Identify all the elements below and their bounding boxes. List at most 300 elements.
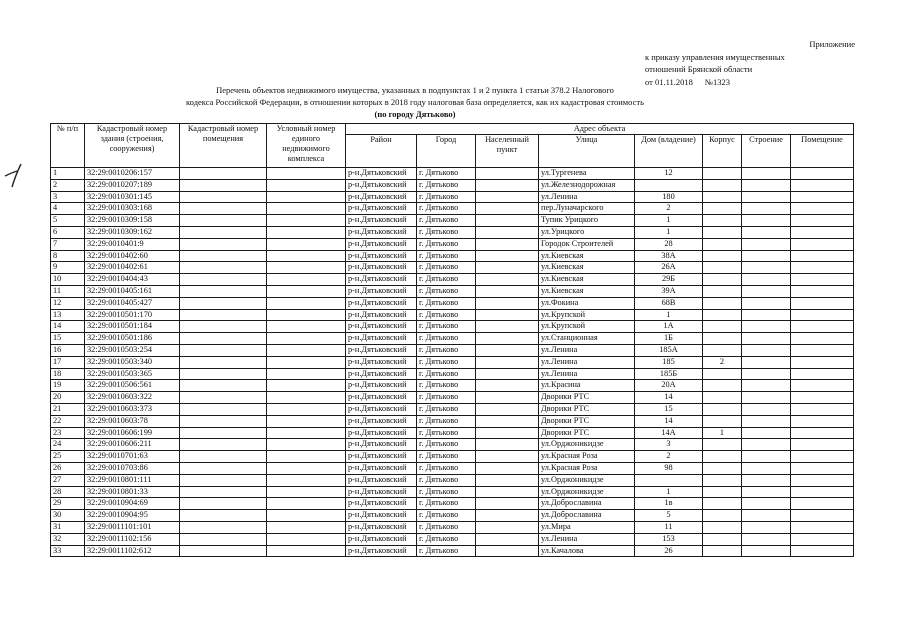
cell-room	[791, 498, 854, 510]
cell-korpus	[703, 238, 742, 250]
cell-building-cadastral: 32:29:0010501:170	[85, 309, 180, 321]
cell-district: р-н.Дятьковский	[346, 533, 417, 545]
cell-num: 19	[51, 380, 85, 392]
cell-street: ул.Орджоникидзе	[539, 474, 635, 486]
cell-locality	[476, 498, 539, 510]
cell-city: г. Дятьково	[417, 333, 476, 345]
cell-district: р-н.Дятьковский	[346, 451, 417, 463]
cell-conditional-number	[267, 356, 346, 368]
cell-num: 26	[51, 462, 85, 474]
cell-room	[791, 168, 854, 180]
cell-house: 11	[635, 521, 703, 533]
cell-district: р-н.Дятьковский	[346, 321, 417, 333]
cell-building-cadastral: 32:29:0010206:157	[85, 168, 180, 180]
cell-building-cadastral: 32:29:0010402:60	[85, 250, 180, 262]
cell-korpus	[703, 368, 742, 380]
cell-room	[791, 510, 854, 522]
table-row	[51, 474, 854, 486]
cell-korpus	[703, 451, 742, 463]
table-row	[51, 203, 854, 215]
cell-korpus	[703, 462, 742, 474]
cell-district: р-н.Дятьковский	[346, 486, 417, 498]
table-row	[51, 250, 854, 262]
cell-num: 31	[51, 521, 85, 533]
cell-room	[791, 356, 854, 368]
cell-building	[742, 368, 791, 380]
cell-building	[742, 415, 791, 427]
cell-premises-cadastral	[180, 344, 267, 356]
cell-city: г. Дятьково	[417, 250, 476, 262]
cell-premises-cadastral	[180, 510, 267, 522]
table-row	[51, 333, 854, 345]
cell-premises-cadastral	[180, 297, 267, 309]
cell-korpus	[703, 285, 742, 297]
cell-korpus: 1	[703, 427, 742, 439]
cell-num: 29	[51, 498, 85, 510]
table-row	[51, 274, 854, 286]
cell-locality	[476, 403, 539, 415]
cell-district: р-н.Дятьковский	[346, 179, 417, 191]
cell-city: г. Дятьково	[417, 203, 476, 215]
cell-room	[791, 344, 854, 356]
cell-premises-cadastral	[180, 486, 267, 498]
cell-building	[742, 474, 791, 486]
cell-korpus	[703, 309, 742, 321]
cell-district: р-н.Дятьковский	[346, 309, 417, 321]
cell-num: 17	[51, 356, 85, 368]
cell-premises-cadastral	[180, 403, 267, 415]
cell-premises-cadastral	[180, 474, 267, 486]
cell-conditional-number	[267, 191, 346, 203]
cell-street: Тупик Урицкого	[539, 215, 635, 227]
cell-building	[742, 215, 791, 227]
cell-district: р-н.Дятьковский	[346, 380, 417, 392]
cell-premises-cadastral	[180, 521, 267, 533]
cell-locality	[476, 321, 539, 333]
cell-conditional-number	[267, 427, 346, 439]
cell-premises-cadastral	[180, 274, 267, 286]
cell-locality	[476, 356, 539, 368]
appendix-label: Приложение	[809, 39, 855, 49]
cell-locality	[476, 285, 539, 297]
cell-building	[742, 392, 791, 404]
cell-city: г. Дятьково	[417, 297, 476, 309]
header-building: Строение	[742, 135, 791, 168]
cell-room	[791, 250, 854, 262]
cell-street: ул.Красина	[539, 380, 635, 392]
cell-conditional-number	[267, 344, 346, 356]
document-title	[95, 84, 735, 120]
table-row	[51, 285, 854, 297]
cell-room	[791, 403, 854, 415]
header-street: Улица	[539, 135, 635, 168]
cell-house: 1	[635, 309, 703, 321]
cell-street: ул.Орджоникидзе	[539, 439, 635, 451]
header-room: Помещение	[791, 135, 854, 168]
cell-premises-cadastral	[180, 356, 267, 368]
cell-district: р-н.Дятьковский	[346, 439, 417, 451]
cell-house: 2	[635, 451, 703, 463]
cell-building	[742, 262, 791, 274]
cell-korpus	[703, 262, 742, 274]
cell-premises-cadastral	[180, 179, 267, 191]
order-authority: отношений Брянской области	[645, 64, 753, 74]
cell-house: 14	[635, 392, 703, 404]
cell-street: Дворики РТС	[539, 415, 635, 427]
table-row	[51, 344, 854, 356]
cell-room	[791, 179, 854, 191]
cell-conditional-number	[267, 439, 346, 451]
cell-city: г. Дятьково	[417, 462, 476, 474]
cell-num: 8	[51, 250, 85, 262]
cell-district: р-н.Дятьковский	[346, 510, 417, 522]
cell-street: ул.Доброславина	[539, 498, 635, 510]
cell-korpus	[703, 226, 742, 238]
cell-district: р-н.Дятьковский	[346, 521, 417, 533]
cell-street: Дворики РТС	[539, 392, 635, 404]
cell-house: 26	[635, 545, 703, 557]
cell-locality	[476, 521, 539, 533]
cell-room	[791, 439, 854, 451]
cell-building-cadastral: 32:29:0010904:95	[85, 510, 180, 522]
cell-locality	[476, 427, 539, 439]
table-row	[51, 215, 854, 227]
cell-locality	[476, 545, 539, 557]
cell-building	[742, 333, 791, 345]
cell-premises-cadastral	[180, 545, 267, 557]
cell-building-cadastral: 32:29:0010603:373	[85, 403, 180, 415]
cell-house: 185А	[635, 344, 703, 356]
cell-num: 16	[51, 344, 85, 356]
cell-building	[742, 344, 791, 356]
cell-building-cadastral: 32:29:0010501:186	[85, 333, 180, 345]
cell-premises-cadastral	[180, 226, 267, 238]
cell-korpus	[703, 486, 742, 498]
cell-city: г. Дятьково	[417, 274, 476, 286]
cell-num: 22	[51, 415, 85, 427]
cell-locality	[476, 533, 539, 545]
header-city: Город	[417, 135, 476, 168]
cell-premises-cadastral	[180, 262, 267, 274]
cell-conditional-number	[267, 250, 346, 262]
cell-district: р-н.Дятьковский	[346, 238, 417, 250]
table-row	[51, 498, 854, 510]
order-number: №1323	[704, 76, 731, 87]
cell-locality	[476, 215, 539, 227]
cell-city: г. Дятьково	[417, 238, 476, 250]
cell-locality	[476, 226, 539, 238]
cell-district: р-н.Дятьковский	[346, 392, 417, 404]
cell-street: Дворики РТС	[539, 403, 635, 415]
cell-room	[791, 486, 854, 498]
cell-korpus	[703, 344, 742, 356]
cell-district: р-н.Дятьковский	[346, 368, 417, 380]
cell-locality	[476, 168, 539, 180]
cell-district: р-н.Дятьковский	[346, 462, 417, 474]
table-row	[51, 462, 854, 474]
cell-premises-cadastral	[180, 238, 267, 250]
cell-building	[742, 238, 791, 250]
cell-premises-cadastral	[180, 462, 267, 474]
cell-num: 25	[51, 451, 85, 463]
cell-building	[742, 226, 791, 238]
cell-locality	[476, 309, 539, 321]
cell-street: ул.Тургенева	[539, 168, 635, 180]
cell-korpus	[703, 168, 742, 180]
cell-house	[635, 474, 703, 486]
cell-city: г. Дятьково	[417, 415, 476, 427]
cell-district: р-н.Дятьковский	[346, 545, 417, 557]
cell-house: 185Б	[635, 368, 703, 380]
cell-street: ул.Станционная	[539, 333, 635, 345]
objects-table-container	[50, 123, 853, 557]
cell-building-cadastral: 32:29:0010501:184	[85, 321, 180, 333]
cell-house: 1в	[635, 498, 703, 510]
cell-premises-cadastral	[180, 215, 267, 227]
cell-building-cadastral: 32:29:0010309:162	[85, 226, 180, 238]
cell-premises-cadastral	[180, 498, 267, 510]
cell-street: ул.Красная Роза	[539, 462, 635, 474]
cell-conditional-number	[267, 179, 346, 191]
cell-building	[742, 203, 791, 215]
cell-conditional-number	[267, 368, 346, 380]
cell-city: г. Дятьково	[417, 403, 476, 415]
cell-house: 20А	[635, 380, 703, 392]
cell-building-cadastral: 32:29:0010503:365	[85, 368, 180, 380]
table-row	[51, 262, 854, 274]
cell-house: 153	[635, 533, 703, 545]
cell-room	[791, 368, 854, 380]
cell-korpus	[703, 474, 742, 486]
cell-premises-cadastral	[180, 392, 267, 404]
title-line-2: кодекса Российской Федерации, в отношении которых в 2018 году налоговая база определяется, как их кадастровая стоимость	[185, 97, 644, 107]
table-row	[51, 392, 854, 404]
cell-street: Дворики РТС	[539, 427, 635, 439]
cell-conditional-number	[267, 498, 346, 510]
cell-room	[791, 392, 854, 404]
cell-house	[635, 179, 703, 191]
cell-city: г. Дятьково	[417, 226, 476, 238]
cell-street: ул.Железнодорожная	[539, 179, 635, 191]
cell-city: г. Дятьково	[417, 215, 476, 227]
cell-room	[791, 238, 854, 250]
header-district: Район	[346, 135, 417, 168]
cell-conditional-number	[267, 238, 346, 250]
cell-street: ул.Орджоникидзе	[539, 486, 635, 498]
cell-house: 5	[635, 510, 703, 522]
cell-street: ул.Киевская	[539, 262, 635, 274]
table-row	[51, 238, 854, 250]
cell-korpus	[703, 333, 742, 345]
cell-room	[791, 380, 854, 392]
cell-conditional-number	[267, 203, 346, 215]
cell-room	[791, 309, 854, 321]
objects-table	[50, 123, 854, 557]
cell-city: г. Дятьково	[417, 545, 476, 557]
table-row	[51, 226, 854, 238]
cell-city: г. Дятьково	[417, 356, 476, 368]
cell-num: 13	[51, 309, 85, 321]
cell-building	[742, 297, 791, 309]
cell-conditional-number	[267, 297, 346, 309]
pen-mark-icon	[3, 160, 29, 190]
cell-building-cadastral: 32:29:0010606:211	[85, 439, 180, 451]
cell-conditional-number	[267, 510, 346, 522]
cell-city: г. Дятьково	[417, 451, 476, 463]
cell-building	[742, 521, 791, 533]
cell-street: ул.Ленина	[539, 191, 635, 203]
cell-conditional-number	[267, 521, 346, 533]
cell-street: ул.Киевская	[539, 274, 635, 286]
cell-building-cadastral: 32:29:0010506:561	[85, 380, 180, 392]
cell-premises-cadastral	[180, 415, 267, 427]
order-date: от 01.11.2018	[645, 76, 693, 87]
cell-num: 23	[51, 427, 85, 439]
cell-street: ул.Ленина	[539, 344, 635, 356]
table-row	[51, 297, 854, 309]
cell-locality	[476, 179, 539, 191]
cell-building-cadastral: 32:29:0011102:612	[85, 545, 180, 557]
cell-korpus	[703, 274, 742, 286]
table-row	[51, 521, 854, 533]
cell-conditional-number	[267, 415, 346, 427]
cell-building-cadastral: 32:29:0010503:340	[85, 356, 180, 368]
cell-house: 2	[635, 203, 703, 215]
cell-building-cadastral: 32:29:0010303:168	[85, 203, 180, 215]
cell-building-cadastral: 32:29:0011102:156	[85, 533, 180, 545]
table-row	[51, 380, 854, 392]
cell-house: 15	[635, 403, 703, 415]
cell-conditional-number	[267, 462, 346, 474]
cell-building-cadastral: 32:29:0010801:33	[85, 486, 180, 498]
cell-room	[791, 226, 854, 238]
cell-city: г. Дятьково	[417, 368, 476, 380]
cell-street: ул.Киевская	[539, 250, 635, 262]
title-subtitle: (по городу Дятьково)	[374, 109, 456, 119]
cell-city: г. Дятьково	[417, 474, 476, 486]
cell-korpus	[703, 545, 742, 557]
cell-locality	[476, 274, 539, 286]
cell-district: р-н.Дятьковский	[346, 262, 417, 274]
cell-building	[742, 356, 791, 368]
cell-building-cadastral: 32:29:0010904:69	[85, 498, 180, 510]
cell-house: 180	[635, 191, 703, 203]
cell-locality	[476, 191, 539, 203]
cell-room	[791, 333, 854, 345]
cell-premises-cadastral	[180, 368, 267, 380]
cell-district: р-н.Дятьковский	[346, 498, 417, 510]
cell-city: г. Дятьково	[417, 285, 476, 297]
cell-premises-cadastral	[180, 309, 267, 321]
cell-building	[742, 285, 791, 297]
cell-conditional-number	[267, 262, 346, 274]
cell-street: ул.Красная Роза	[539, 451, 635, 463]
cell-house: 28	[635, 238, 703, 250]
cell-building-cadastral: 32:29:0010405:161	[85, 285, 180, 297]
cell-house: 1	[635, 215, 703, 227]
cell-conditional-number	[267, 226, 346, 238]
cell-building	[742, 486, 791, 498]
cell-premises-cadastral	[180, 250, 267, 262]
cell-house: 12	[635, 168, 703, 180]
cell-locality	[476, 451, 539, 463]
cell-room	[791, 321, 854, 333]
cell-locality	[476, 439, 539, 451]
cell-num: 3	[51, 191, 85, 203]
cell-building	[742, 439, 791, 451]
cell-building-cadastral: 32:29:0010404:43	[85, 274, 180, 286]
cell-building	[742, 427, 791, 439]
cell-conditional-number	[267, 309, 346, 321]
cell-korpus	[703, 498, 742, 510]
header-conditional-number: Условный номер единого недвижимого комплекса	[267, 124, 346, 168]
cell-locality	[476, 510, 539, 522]
cell-num: 28	[51, 486, 85, 498]
cell-room	[791, 274, 854, 286]
cell-num: 1	[51, 168, 85, 180]
cell-num: 11	[51, 285, 85, 297]
table-row	[51, 415, 854, 427]
cell-building-cadastral: 32:29:0010402:61	[85, 262, 180, 274]
cell-house: 185	[635, 356, 703, 368]
cell-district: р-н.Дятьковский	[346, 297, 417, 309]
cell-street: ул.Ленина	[539, 356, 635, 368]
cell-building-cadastral: 32:29:0010603:78	[85, 415, 180, 427]
cell-num: 9	[51, 262, 85, 274]
cell-house: 38А	[635, 250, 703, 262]
cell-building	[742, 462, 791, 474]
cell-korpus	[703, 533, 742, 545]
cell-building-cadastral: 32:29:0010606:199	[85, 427, 180, 439]
cell-district: р-н.Дятьковский	[346, 415, 417, 427]
header-locality: Населенный пункт	[476, 135, 539, 168]
cell-room	[791, 545, 854, 557]
table-row	[51, 309, 854, 321]
cell-street: пер.Луначарского	[539, 203, 635, 215]
table-row	[51, 368, 854, 380]
cell-room	[791, 462, 854, 474]
cell-num: 27	[51, 474, 85, 486]
cell-district: р-н.Дятьковский	[346, 203, 417, 215]
cell-building	[742, 380, 791, 392]
cell-conditional-number	[267, 486, 346, 498]
cell-district: р-н.Дятьковский	[346, 344, 417, 356]
cell-building	[742, 309, 791, 321]
table-row	[51, 191, 854, 203]
cell-korpus: 2	[703, 356, 742, 368]
cell-korpus	[703, 380, 742, 392]
cell-premises-cadastral	[180, 203, 267, 215]
table-row	[51, 168, 854, 180]
cell-city: г. Дятьково	[417, 439, 476, 451]
cell-building	[742, 274, 791, 286]
cell-house: 14	[635, 415, 703, 427]
cell-district: р-н.Дятьковский	[346, 474, 417, 486]
cell-city: г. Дятьково	[417, 392, 476, 404]
cell-locality	[476, 368, 539, 380]
cell-building	[742, 510, 791, 522]
cell-num: 2	[51, 179, 85, 191]
table-row	[51, 321, 854, 333]
table-row	[51, 439, 854, 451]
cell-korpus	[703, 191, 742, 203]
cell-district: р-н.Дятьковский	[346, 356, 417, 368]
cell-num: 12	[51, 297, 85, 309]
cell-premises-cadastral	[180, 168, 267, 180]
cell-street: ул.Ленина	[539, 533, 635, 545]
cell-building	[742, 250, 791, 262]
cell-room	[791, 533, 854, 545]
